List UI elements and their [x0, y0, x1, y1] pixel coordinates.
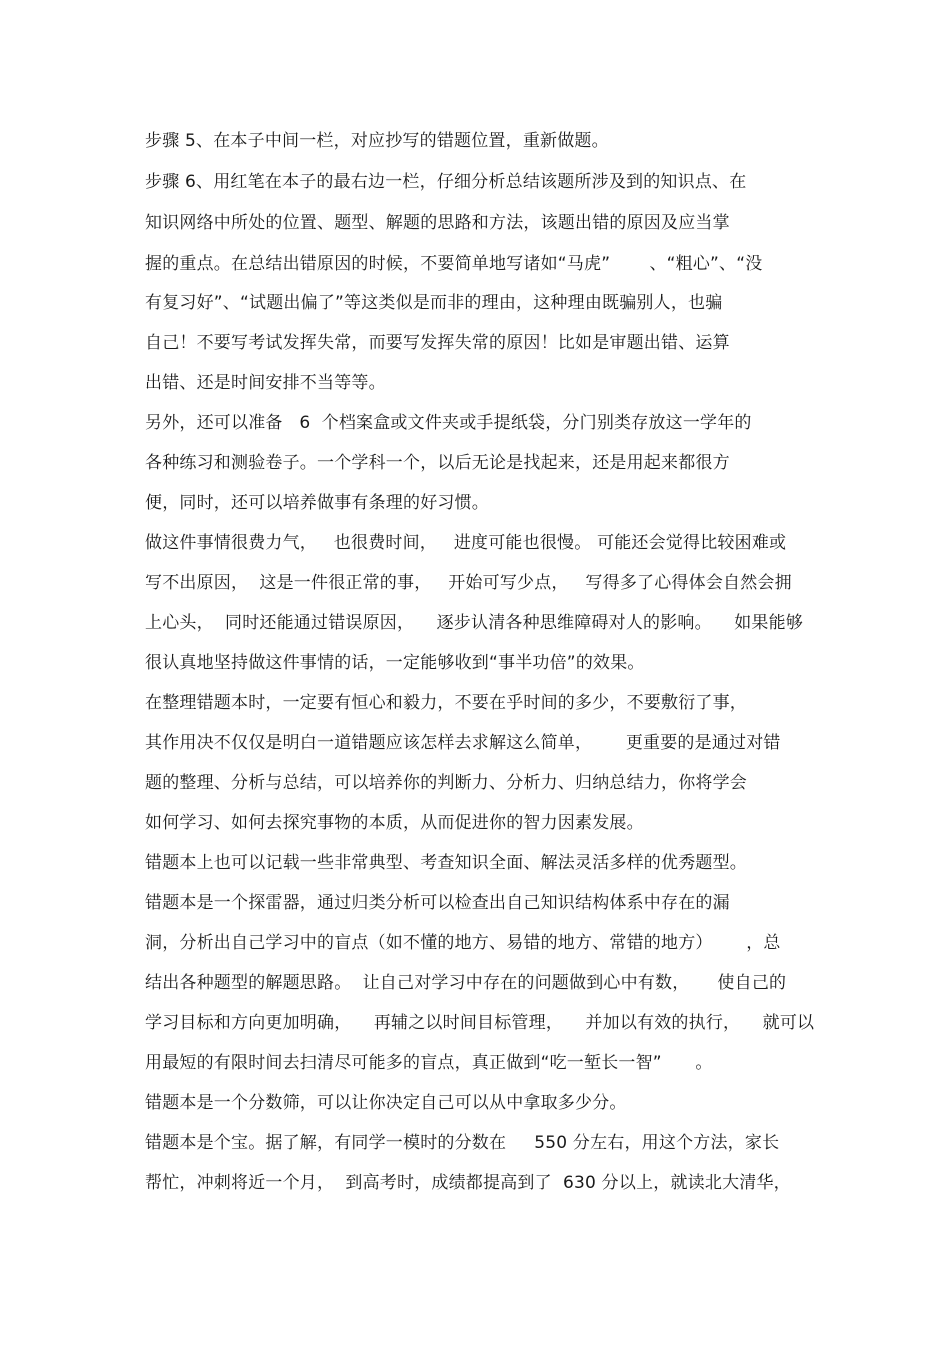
text-line: 知识网络中所处的位置、题型、解题的思路和方法，该题出错的原因及应当掌 — [145, 213, 730, 233]
text-line: 便，同时，还可以培养做事有条理的好习惯。 — [145, 493, 489, 513]
text-line: 学习目标和方向更加明确， 再辅之以时间目标管理， 并加以有效的执行， 就可以 — [145, 1013, 815, 1033]
text-line: 错题本是一个探雷器，通过归类分析可以检查出自己知识结构体系中存在的漏 — [145, 893, 730, 913]
text-line: 步骤 6、用红笔在本子的最右边一栏，仔细分析总结该题所涉及到的知识点、在 — [145, 172, 747, 192]
text-line: 错题本上也可以记载一些非常典型、考查知识全面、解法灵活多样的优秀题型。 — [145, 853, 747, 873]
text-line: 错题本是个宝。据了解，有同学一模时的分数在 550 分左右，用这个方法，家长 — [145, 1133, 780, 1153]
text-line: 洞，分析出自己学习中的盲点（如不懂的地方、易错的地方、常错的地方） ，总 — [145, 933, 781, 953]
text-line: 做这件事情很费力气， 也很费时间， 进度可能也很慢。 可能还会觉得比较困难或 — [145, 533, 787, 553]
text-line: 错题本是一个分数筛，可以让你决定自己可以从中拿取多少分。 — [145, 1093, 627, 1113]
text-line: 用最短的有限时间去扫清尽可能多的盲点，真正做到“吃一堑长一智” 。 — [145, 1053, 713, 1073]
text-line: 自己！不要写考试发挥失常，而要写发挥失常的原因！比如是审题出错、运算 — [145, 333, 730, 353]
text-line: 结出各种题型的解题思路。 让自己对学习中存在的问题做到心中有数， 使自己的 — [145, 973, 787, 993]
text-line: 在整理错题本时，一定要有恒心和毅力，不要在乎时间的多少，不要敷衍了事， — [145, 693, 747, 713]
text-line: 题的整理、分析与总结，可以培养你的判断力、分析力、归纳总结力，你将学会 — [145, 773, 747, 793]
text-line: 很认真地坚持做这件事情的话，一定能够收到“事半功倍”的效果。 — [145, 653, 645, 673]
text-line: 如何学习、如何去探究事物的本质，从而促进你的智力因素发展。 — [145, 813, 644, 833]
text-line: 其作用决不仅仅是明白一道错题应该怎样去求解这么简单， 更重要的是通过对错 — [145, 733, 781, 753]
text-line: 各种练习和测验卷子。一个学科一个，以后无论是找起来，还是用起来都很方 — [145, 453, 730, 473]
text-line: 另外，还可以准备 6 个档案盒或文件夹或手提纸袋，分门别类存放这一学年的 — [145, 413, 752, 433]
text-line: 上心头， 同时还能通过错误原因， 逐步认清各种思维障碍对人的影响。 如果能够 — [145, 613, 804, 633]
text-line: 握的重点。在总结出错原因的时候，不要简单地写诸如“马虎” 、“粗心”、“没 — [145, 254, 763, 274]
text-line: 帮忙，冲刺将近一个月， 到高考时，成绩都提高到了 630 分以上，就读北大清华， — [145, 1173, 791, 1193]
text-line: 写不出原因， 这是一件很正常的事， 开始可写少点， 写得多了心得体会自然会拥 — [145, 573, 792, 593]
text-line: 出错、还是时间安排不当等等。 — [145, 373, 386, 393]
text-line: 步骤 5、在本子中间一栏，对应抄写的错题位置，重新做题。 — [145, 131, 609, 151]
text-line: 有复习好”、“试题出偏了”等这类似是而非的理由，这种理由既骗别人，也骗 — [145, 293, 723, 313]
